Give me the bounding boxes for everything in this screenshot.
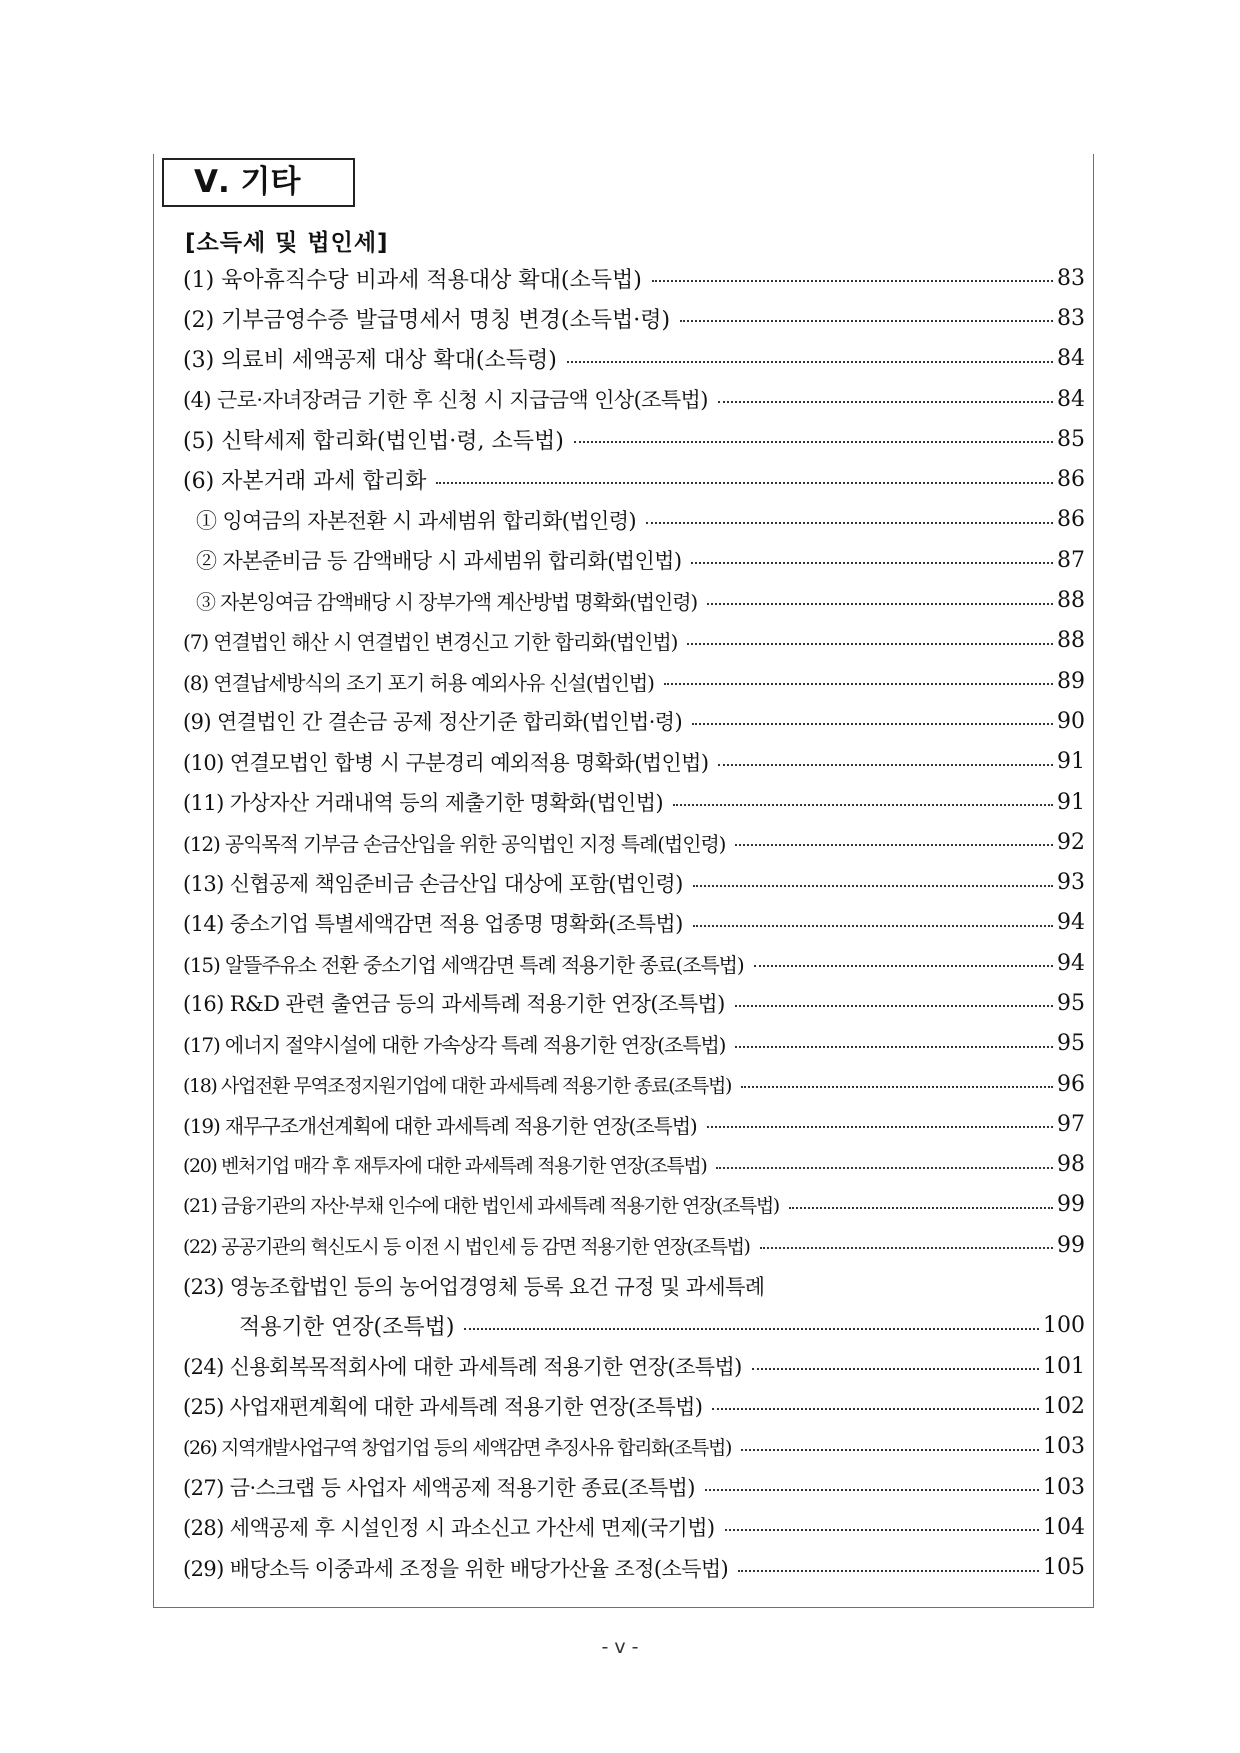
dot-leader <box>718 764 1053 766</box>
toc-entry-continuation[interactable] <box>183 1306 1085 1346</box>
toc-entry-title: (27) 금·스크랩 등 사업자 세액공제 적용기한 종료(조특법) <box>183 1476 695 1501</box>
toc-page-number: 102 <box>1043 1393 1085 1419</box>
dot-leader <box>673 804 1053 806</box>
dot-leader <box>652 280 1053 282</box>
toc-page-number: 93 <box>1057 870 1085 896</box>
toc-entry[interactable] <box>183 379 1085 419</box>
group-title: [소득세 및 법인세] <box>185 230 389 256</box>
toc-entry-title: (12) 공익목적 기부금 손금산입을 위한 공익법인 지정 특례(법인령) <box>183 831 726 856</box>
toc-page-number: 94 <box>1057 950 1085 976</box>
toc-entry-title: (28) 세액공제 후 시설인정 시 과소신고 가산세 면제(국기법) <box>183 1516 715 1541</box>
toc-entry-title: (24) 신용회복목적회사에 대한 과세특례 적용기한 연장(조특법) <box>183 1355 742 1380</box>
toc-page-number: 84 <box>1057 386 1085 412</box>
toc-entry-title: (17) 에너지 절약시설에 대한 가속상각 특례 적용기한 연장(조특법) <box>183 1033 726 1058</box>
dot-leader <box>574 441 1053 443</box>
toc-subentry[interactable] <box>183 500 1085 540</box>
toc-entry-title: (4) 근로·자녀장려금 기한 후 신청 시 지급금액 인상(조특법) <box>183 388 708 413</box>
toc-entry-title: (29) 배당소득 이중과세 조정을 위한 배당가산율 조정(소득법) <box>183 1556 729 1581</box>
toc-page-number: 96 <box>1057 1071 1085 1097</box>
toc-entry-title: (25) 사업재편계획에 대한 과세특례 적용기한 연장(조특법) <box>183 1395 703 1420</box>
toc-page-number: 86 <box>1057 507 1085 533</box>
toc-entry-title: (18) 사업전환 무역조정지원기업에 대한 과세특례 적용기한 종료(조특법) <box>183 1074 731 1097</box>
dot-leader <box>646 522 1053 524</box>
toc-entry-title: (20) 벤처기업 매각 후 재투자에 대한 과세특례 적용기한 연장(조특법) <box>183 1155 707 1178</box>
toc-entry[interactable] <box>183 1386 1085 1426</box>
dot-leader <box>735 1005 1053 1007</box>
toc-page-number: 100 <box>1043 1313 1085 1339</box>
toc-entry[interactable] <box>183 419 1085 459</box>
toc-page-number: 91 <box>1057 749 1085 775</box>
dot-leader <box>716 1167 1053 1169</box>
toc-page-number: 101 <box>1043 1353 1085 1379</box>
toc-page-number: 88 <box>1057 588 1085 614</box>
toc-entry[interactable] <box>183 742 1085 782</box>
toc-page-number: 95 <box>1057 990 1085 1016</box>
section-heading-box <box>162 158 355 207</box>
toc-entry[interactable] <box>183 701 1085 741</box>
toc-entry[interactable] <box>183 983 1085 1023</box>
toc-entry[interactable] <box>183 1225 1085 1265</box>
dot-leader <box>741 1449 1039 1451</box>
toc-entry-title: (14) 중소기업 특별세액감면 적용 업종명 명확화(조특법) <box>183 911 683 936</box>
toc-entry[interactable] <box>183 298 1085 338</box>
toc-entry[interactable] <box>183 822 1085 862</box>
toc-entry[interactable] <box>183 1507 1085 1547</box>
toc-page-number: 103 <box>1043 1474 1085 1500</box>
dot-leader <box>725 1529 1039 1531</box>
toc-entry-title: (19) 재무구조개선계획에 대한 과세특례 적용기한 연장(조특법) <box>183 1113 697 1138</box>
dot-leader <box>738 1570 1039 1572</box>
toc-page-number: 92 <box>1057 829 1085 855</box>
toc-entry[interactable] <box>183 1346 1085 1386</box>
toc-entry[interactable] <box>183 621 1085 661</box>
toc-entry-title: (10) 연결모법인 합병 시 구분경리 예외적용 명확화(법인법) <box>183 750 709 775</box>
toc-page-number: 90 <box>1057 708 1085 734</box>
dot-leader <box>664 683 1053 685</box>
toc-entry-title: (8) 연결납세방식의 조기 포기 허용 예외사유 신설(법인법) <box>183 670 654 695</box>
toc-entry-title: (21) 금융기관의 자산·부채 인수에 대한 법인세 과세특례 적용기한 연장(조특법) <box>183 1195 779 1218</box>
dot-leader <box>687 643 1053 645</box>
toc-page-number: 98 <box>1057 1152 1085 1178</box>
dot-leader <box>789 1207 1053 1209</box>
toc-entry-title: (2) 기부금영수증 발급명세서 명칭 변경(소득법·령) <box>183 307 671 333</box>
dot-leader <box>567 361 1053 363</box>
toc-entry-title: (1) 육아휴직수당 비과세 적용대상 확대(소득법) <box>183 267 642 293</box>
toc-subentry[interactable] <box>183 540 1085 580</box>
toc-page-number: 87 <box>1057 547 1085 573</box>
dot-leader <box>693 925 1053 927</box>
toc-page-number: 88 <box>1057 628 1085 654</box>
toc-subentry[interactable] <box>183 580 1085 620</box>
toc-entry[interactable] <box>183 1185 1085 1225</box>
toc-page-number: 85 <box>1057 426 1085 452</box>
dot-leader <box>760 1247 1053 1249</box>
toc-entry-title: (16) R&D 관련 출연금 등의 과세특례 적용기한 연장(조특법) <box>183 992 725 1017</box>
toc-entry-title: (7) 연결법인 해산 시 연결법인 변경신고 기한 합리화(법인법) <box>183 630 678 655</box>
toc-entry[interactable] <box>183 339 1085 379</box>
toc-entry-title: (22) 공공기관의 혁신도시 등 이전 시 법인세 등 감면 적용기한 연장(조특법) <box>183 1235 750 1258</box>
toc-entry[interactable] <box>183 1145 1085 1185</box>
toc-page-number: 91 <box>1057 789 1085 815</box>
dot-leader <box>735 1046 1053 1048</box>
toc-entry-title: (23) 영농조합법인 등의 농어업경영체 등록 요건 규정 및 과세특례 <box>183 1274 765 1299</box>
dot-leader <box>680 320 1053 322</box>
toc-entry[interactable] <box>183 1024 1085 1064</box>
toc-entry[interactable] <box>183 1265 1085 1305</box>
toc-page-number: 94 <box>1057 910 1085 936</box>
toc-entry-title: (5) 신탁세제 합리화(법인법·령, 소득법) <box>183 428 564 454</box>
toc-page-number: 99 <box>1057 1232 1085 1258</box>
toc-entry[interactable] <box>183 1104 1085 1144</box>
toc-entry[interactable] <box>183 459 1085 499</box>
dot-leader <box>693 885 1053 887</box>
dot-leader <box>707 603 1053 605</box>
toc-page-number: 105 <box>1043 1555 1085 1581</box>
toc-entry[interactable] <box>183 1064 1085 1104</box>
toc-page-number: 86 <box>1057 467 1085 493</box>
toc-entry-title: (6) 자본거래 과세 합리화 <box>183 469 427 495</box>
toc-entry-title: (13) 신협공제 책임준비금 손금산입 대상에 포함(법인령) <box>183 871 683 896</box>
toc-page-number: 99 <box>1057 1192 1085 1218</box>
dot-leader <box>464 1328 1039 1330</box>
toc-entry-title: ② 자본준비금 등 감액배당 시 과세범위 합리화(법인법) <box>196 549 682 574</box>
toc-entry[interactable] <box>183 1548 1085 1588</box>
toc-entry-title: (9) 연결법인 간 결손금 공제 정산기준 합리화(법인법·령) <box>183 710 683 735</box>
toc-entry-title: ① 잉여금의 자본전환 시 과세범위 합리화(법인령) <box>196 508 636 533</box>
toc-entry[interactable] <box>183 903 1085 943</box>
toc-entry[interactable] <box>183 1467 1085 1507</box>
toc-entry-title: (11) 가상자산 거래내역 등의 제출기한 명확화(법인법) <box>183 791 663 815</box>
toc-entry-title-continuation: 적용기한 연장(조특법) <box>239 1315 455 1341</box>
dot-leader <box>718 401 1053 403</box>
toc-page-number: 83 <box>1057 305 1085 331</box>
section-title: Ⅴ. 기타 <box>194 164 301 200</box>
toc-entry-title: (15) 알뜰주유소 전환 중소기업 세액감면 특례 적용기한 종료(조특법) <box>183 952 744 977</box>
toc-page-number: 97 <box>1057 1111 1085 1137</box>
dot-leader <box>436 482 1053 484</box>
toc-entry-title: ③ 자본잉여금 감액배당 시 장부가액 계산방법 명확화(법인령) <box>196 590 698 615</box>
toc-page-number: 103 <box>1043 1434 1085 1460</box>
dot-leader <box>754 965 1053 967</box>
page-number: - v - <box>601 1636 639 1658</box>
dot-leader <box>741 1086 1053 1088</box>
toc-entry[interactable] <box>183 1427 1085 1467</box>
toc-page-number: 83 <box>1057 265 1085 291</box>
toc-page-number: 95 <box>1057 1031 1085 1057</box>
table-of-contents <box>183 258 1085 1588</box>
toc-entry-title: (26) 지역개발사업구역 창업기업 등의 세액감면 추징사유 합리화(조특법) <box>183 1437 731 1460</box>
toc-entry[interactable] <box>183 943 1085 983</box>
toc-page-number: 84 <box>1057 346 1085 372</box>
toc-entry[interactable] <box>183 862 1085 902</box>
dot-leader <box>705 1489 1039 1491</box>
toc-entry[interactable] <box>183 258 1085 298</box>
dot-leader <box>692 723 1053 725</box>
dot-leader <box>735 844 1053 846</box>
toc-entry[interactable] <box>183 782 1085 822</box>
toc-page-number: 89 <box>1057 668 1085 694</box>
dot-leader <box>752 1368 1039 1370</box>
toc-entry[interactable] <box>183 661 1085 701</box>
toc-entry-title: (3) 의료비 세액공제 대상 확대(소득령) <box>183 348 557 374</box>
dot-leader <box>707 1126 1053 1128</box>
toc-page-number: 104 <box>1043 1514 1085 1540</box>
dot-leader <box>691 562 1053 564</box>
dot-leader <box>712 1408 1039 1410</box>
